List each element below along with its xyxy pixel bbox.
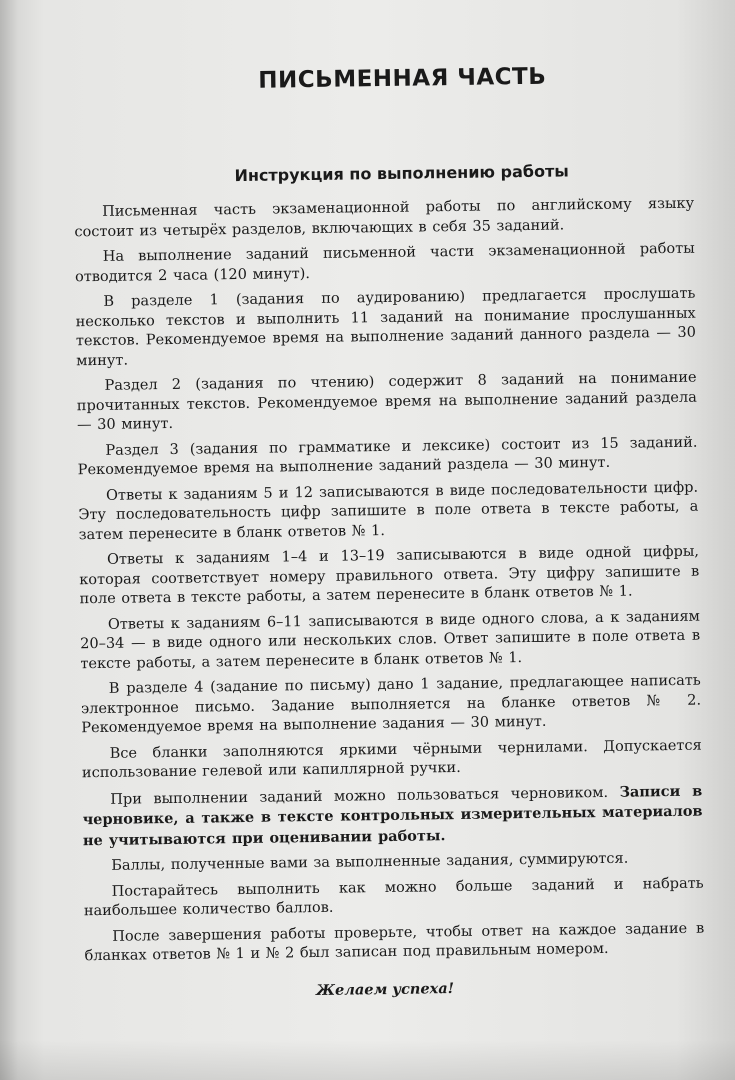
paragraph-text: Баллы, полученные вами за выполненные задания, суммируются.: [111, 850, 629, 874]
closing-wish: Желаем успеха!: [315, 979, 455, 999]
paragraph-bold-text: Записи в черновике, а также в тексте контрольных измерительных материалов не учитываются при оценивании работы.: [82, 782, 703, 849]
paragraph-text: Раздел 3 (задания по грамматике и лексике) состоит из 15 заданий. Рекомендуемое время на выполнение заданий раздела — 30 минут.: [77, 434, 698, 479]
paragraph-2: [75, 240, 695, 288]
page-bottom-shadow: [0, 1040, 735, 1080]
paragraph-8: [80, 607, 701, 674]
page-edge-shadow: [0, 0, 18, 1080]
paragraph-text: В разделе 4 (задание по письму) дано 1 задание, предлагающее написать электронное письмо. Задание выполняется на бланке ответов № 2. Рекомендуемое время на выполнение задания — 30 минут.: [80, 672, 702, 737]
paragraph-5: [77, 433, 697, 481]
paragraph-10: [82, 736, 702, 784]
paragraph-14: [84, 919, 704, 967]
paragraph-9: [81, 672, 702, 739]
instructions-heading: Инструкция по выполнению работы: [234, 161, 569, 186]
paragraph-text: В разделе 1 (задания по аудированию) предлагается прослушать несколько текстов и выполнить 11 заданий на понимание прослушанных текстов. Рекомендуемое время на выполнение заданий данного раздела — 30 минут.: [75, 285, 697, 369]
paragraph-7: [79, 543, 700, 610]
paragraph-text: Раздел 2 (задания по чтению) содержит 8 заданий на понимание прочитанных текстов. Рекомендуемое время на выполнение заданий раздела — 30 минут.: [76, 369, 697, 434]
paragraph-4: [76, 369, 697, 436]
page-title: ПИСЬМЕННАЯ ЧАСТЬ: [258, 63, 547, 94]
paragraph-text: Все бланки заполняются яркими чёрными чернилами. Допускается использование гелевой или капиллярной ручки.: [81, 737, 702, 782]
paragraph-3: [75, 285, 696, 372]
paragraph-13: [84, 874, 704, 922]
paragraph-text: После завершения работы проверьте, чтобы ответ на каждое задание в бланках ответов № 1 и № 2 был записан под правильным номером.: [84, 920, 705, 965]
paragraph-11: [82, 781, 703, 851]
paragraph-12: [83, 849, 703, 877]
page-content: [72, 52, 705, 1002]
paragraph-6: [78, 478, 699, 545]
paragraph-text: Ответы к заданиям 1–4 и 13–19 записываются в виде одной цифры, которая соответствует номеру правильного ответа. Эту цифру запишите в поле ответа в тексте работы, а затем перенесите в бланк ответов № 1.: [79, 543, 700, 608]
paragraph-text: Постарайтесь выполнить как можно больше заданий и набрать наибольшее количество баллов.: [83, 875, 704, 920]
paragraph-text: Ответы к заданиям 6–11 записываются в виде одного слова, а к заданиям 20–34 — в виде одного или нескольких слов. Ответ запишите в поле ответа в тексте работы, а затем перенесите в бланк ответов № 1.: [80, 608, 701, 672]
paragraph-text: Ответы к заданиям 5 и 12 записываются в виде последовательности цифр. Эту последовательность цифр запишите в поле ответа в тексте работы, а затем перенесите в бланк ответов № 1.: [78, 479, 699, 543]
paragraph-text: На выполнение заданий письменной части экзаменационной работы отводится 2 часа (120 минут).: [74, 240, 695, 285]
paragraph-1: [74, 195, 694, 243]
paragraph-text: Письменная часть экзаменационной работы по английскому языку состоит из четырёх разделов, включающих в себя 35 заданий.: [74, 195, 695, 240]
paragraph-text: При выполнении заданий можно пользоваться черновиком.: [110, 784, 620, 808]
